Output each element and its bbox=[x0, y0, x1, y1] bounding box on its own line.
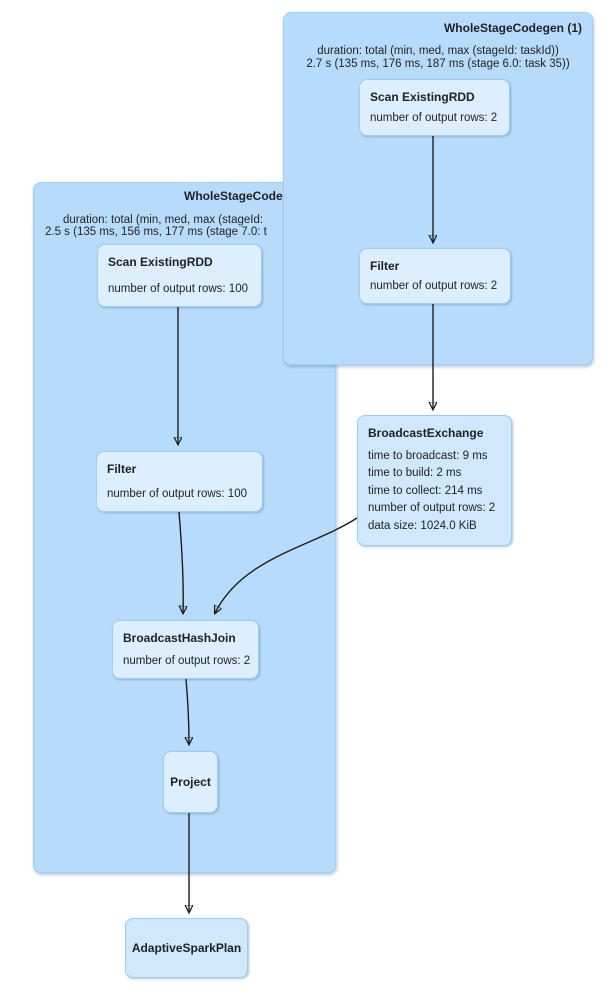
node-title: Filter bbox=[370, 259, 400, 273]
node-metric: number of output rows: 2 bbox=[370, 112, 498, 124]
cluster-wholestagecodegen-1 bbox=[283, 12, 593, 365]
node-metric: number of output rows: 100 bbox=[108, 283, 248, 295]
node-metrics bbox=[368, 448, 501, 536]
plan-node-broadcastexchange[interactable] bbox=[357, 415, 512, 546]
node-metric: data size: 1024.0 KiB bbox=[368, 519, 477, 532]
node-metric: number of output rows: 2 bbox=[123, 655, 251, 667]
node-title: BroadcastHashJoin bbox=[123, 631, 236, 645]
cluster-title: WholeStageCode bbox=[184, 189, 283, 203]
node-title: Project bbox=[170, 775, 211, 789]
cluster-title: WholeStageCodegen (1) bbox=[443, 21, 582, 35]
node-metric: number of output rows: 100 bbox=[107, 488, 247, 500]
cluster-duration-label: duration: total (min, med, max (stageId: bbox=[63, 214, 264, 226]
node-title: Filter bbox=[107, 462, 137, 476]
plan-node-scan-existingrdd-2[interactable] bbox=[97, 244, 262, 307]
node-metric: number of output rows: 2 bbox=[368, 502, 496, 514]
cluster-duration-value: 2.5 s (135 ms, 156 ms, 177 ms (stage 7.0: t bbox=[45, 226, 267, 238]
node-title: AdaptiveSparkPlan bbox=[131, 941, 242, 955]
cluster-duration-value: 2.7 s (135 ms, 176 ms, 187 ms (stage 6.0: task 35)) bbox=[306, 58, 570, 70]
plan-node-project[interactable] bbox=[163, 751, 218, 813]
plan-node-filter-2[interactable] bbox=[96, 451, 263, 512]
node-metric: number of output rows: 2 bbox=[370, 280, 498, 292]
node-metric: time to broadcast: 9 ms bbox=[368, 449, 488, 462]
plan-node-filter-1[interactable] bbox=[359, 248, 511, 304]
node-title: Scan ExistingRDD bbox=[108, 255, 213, 269]
node-title: Scan ExistingRDD bbox=[370, 90, 475, 104]
node-title: BroadcastExchange bbox=[368, 426, 484, 440]
node-metric: time to collect: 214 ms bbox=[368, 484, 483, 497]
plan-node-scan-existingrdd-1[interactable] bbox=[359, 79, 510, 136]
plan-node-adaptivesparkplan[interactable] bbox=[125, 918, 248, 978]
plan-node-broadcasthashjoin[interactable] bbox=[112, 620, 259, 679]
cluster-duration-label: duration: total (min, med, max (stageId: taskId)) bbox=[317, 45, 559, 57]
node-metric: time to build: 2 ms bbox=[368, 467, 462, 479]
